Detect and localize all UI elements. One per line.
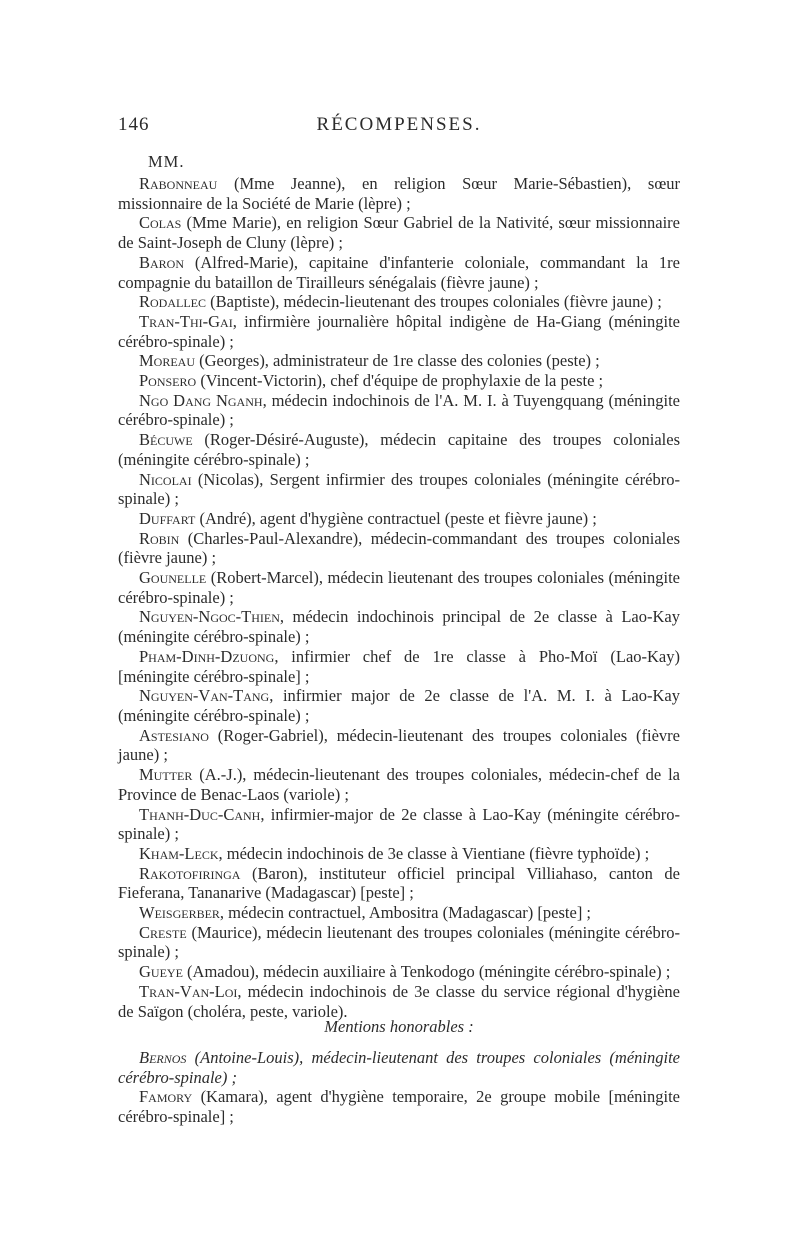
recipient-detail: (Roger-Désiré-Auguste), médecin capitaine des troupes coloniales (méningite cérébro-spinale) ; [118,430,680,469]
recipient-name: Tran-Van-Loi [139,981,238,1001]
list-item [118,844,680,864]
list-item [118,312,680,351]
recipient-detail: (Mme Jeanne), en religion Sœur Marie-Sébastien), sœur missionnaire de la Société de Marie (lèpre) ; [118,174,680,213]
recipient-detail: , médecin indochinois de 3e classe à Vientiane (fièvre typhoïde) ; [218,843,650,863]
list-item [118,509,680,529]
recipient-detail: (Baptiste), médecin-lieutenant des troupes coloniales (fièvre jaune) ; [206,292,662,312]
list-item [118,174,680,213]
recipient-detail: (Alfred-Marie), capitaine d'infanterie coloniale, commandant la 1re compagnie du bataillon de Tirailleurs sénégalais (fièvre jaune) ; [118,252,680,292]
recipient-name: Pham-Dinh-Dzuong [139,646,275,666]
list-item [118,430,680,469]
list-item [118,686,680,725]
recipient-detail: (Baron), instituteur officiel principal Villiahaso, canton de Fieferana, Tananarive (Madagascar) [peste] ; [118,863,680,903]
recipient-detail: , médecin indochinois principal de 2e classe à Lao-Kay (méningite cérébro-spinale) ; [118,607,680,647]
recipient-detail: (Charles-Paul-Alexandre), médecin-commandant des troupes coloniales (fièvre jaune) ; [118,528,680,568]
recipient-name: Nguyen-Van-Tang [139,686,270,706]
recipient-name: Robin [139,528,180,548]
page-number: 146 [118,114,150,135]
recipient-detail: , médecin indochinois de 3e classe du service régional d'hygiène de Saïgon (choléra, peste, variole). [118,981,680,1021]
recipient-name: Ponsero [139,371,197,391]
list-item [118,962,680,982]
recipient-detail: (Robert-Marcel), médecin lieutenant des troupes coloniales (méningite cérébro-spinale) ; [118,568,680,607]
recipient-detail: , infirmier chef de 1re classe à Pho-Moï (Lao-Kay) [méningite cérébro-spinale] ; [118,646,680,686]
recipient-detail: (A.-J.), médecin-lieutenant des troupes coloniales, médecin-chef de la Province de Benac-Laos (variole) ; [118,765,680,804]
recipient-name: Rabonneau [139,174,218,193]
list-item [118,568,680,607]
recipient-name: Weisgerber [139,903,220,923]
page-header [118,114,680,140]
list-item [118,351,680,371]
recipient-name: Moreau [139,351,196,371]
recipient-name: Gounelle [139,568,207,588]
mentions-heading: Mentions honorables : [324,1017,474,1036]
list-item [118,253,680,292]
recipient-name: Mutter [139,765,193,785]
recipient-detail: (Georges), administrateur de 1re classe des colonies (peste) ; [195,351,600,371]
recipient-detail: , médecin indochinois de l'A. M. I. à Tuyengquang (méningite cérébro-spinale) ; [118,390,680,430]
recipient-name: Duffart [139,508,196,528]
list-item [118,647,680,686]
recipient-detail: (Nicolas), Sergent infirmier des troupes coloniales (méningite cérébro-spinale) ; [118,469,680,509]
recipient-detail: (Mme Marie), en religion Sœur Gabriel de la Nativité, sœur missionnaire de Saint-Joseph de Cluny (lèpre) ; [118,213,680,253]
list-item [118,923,680,962]
list-item [118,391,680,430]
recipient-detail: (Amadou), médecin auxiliaire à Tenkodogo (méningite cérébro-spinale) ; [182,962,671,982]
recipient-detail: (André), agent d'hygiène contractuel (peste et fièvre jaune) ; [195,508,597,528]
list-item [118,805,680,844]
list-item [118,903,680,923]
recipient-detail: , infirmière journalière hôpital indigène de Ha-Giang (méningite cérébro-spinale) ; [118,311,680,351]
list-item [118,1048,680,1087]
recipient-detail: (Kamara), agent d'hygiène temporaire, 2e groupe mobile [méningite cérébro-spinale] ; [118,1087,680,1127]
list-item [118,982,680,1021]
recipient-name: Rodallec [139,292,206,312]
list-item [118,864,680,903]
list-item [118,371,680,391]
recipient-detail: (Antoine-Louis), médecin-lieutenant des troupes coloniales (méningite cérébro-spinale) ; [118,1048,680,1087]
recipient-name: Gueye [139,962,183,982]
list-item [118,292,680,312]
recipient-name: Thanh-Duc-Canh [139,804,261,824]
recipient-name: Creste [139,922,187,942]
recipient-detail: (Maurice), médecin lieutenant des troupes coloniales (méningite cérébro-spinale) ; [118,922,680,962]
recipient-name: Astesiano [139,725,209,745]
list-item [118,607,680,646]
recipient-detail: , médecin contractuel, Ambositra (Madagascar) [peste] ; [219,903,592,923]
mentions-list [118,1048,680,1127]
recipient-name: Kham-Leck [139,843,219,863]
recipient-detail: (Roger-Gabriel), médecin-lieutenant des troupes coloniales (fièvre jaune) ; [118,725,680,765]
recipient-name: Rakotofiringa [139,863,241,883]
running-title: RÉCOMPENSES. [316,114,482,135]
recipient-detail: (Vincent-Victorin), chef d'équipe de prophylaxie de la peste ; [196,371,604,391]
salutation: MM. [148,152,185,171]
recipient-name: Baron [139,252,185,272]
recipient-name: Nicolai [139,469,192,489]
list-item [118,765,680,804]
recipient-name: Ngo Dang Nganh [139,390,263,410]
recipient-detail: , infirmier-major de 2e classe à Lao-Kay (méningite cérébro-spinale) ; [118,804,680,844]
list-item [118,1087,680,1126]
list-item [118,726,680,765]
list-item [118,470,680,509]
recipient-name: Colas [139,213,182,233]
recipient-name: Tran-Thi-Gai [139,311,233,331]
awards-list [118,174,680,1021]
recipient-name: Bernos [139,1048,187,1067]
recipient-name: Nguyen-Ngoc-Thien [139,607,280,627]
recipient-detail: , infirmier major de 2e classe de l'A. M. I. à Lao-Kay (méningite cérébro-spinale) ; [118,686,680,725]
recipient-name: Bécuwe [139,430,193,450]
recipient-name: Famory [139,1087,193,1107]
list-item [118,529,680,568]
list-item [118,213,680,252]
